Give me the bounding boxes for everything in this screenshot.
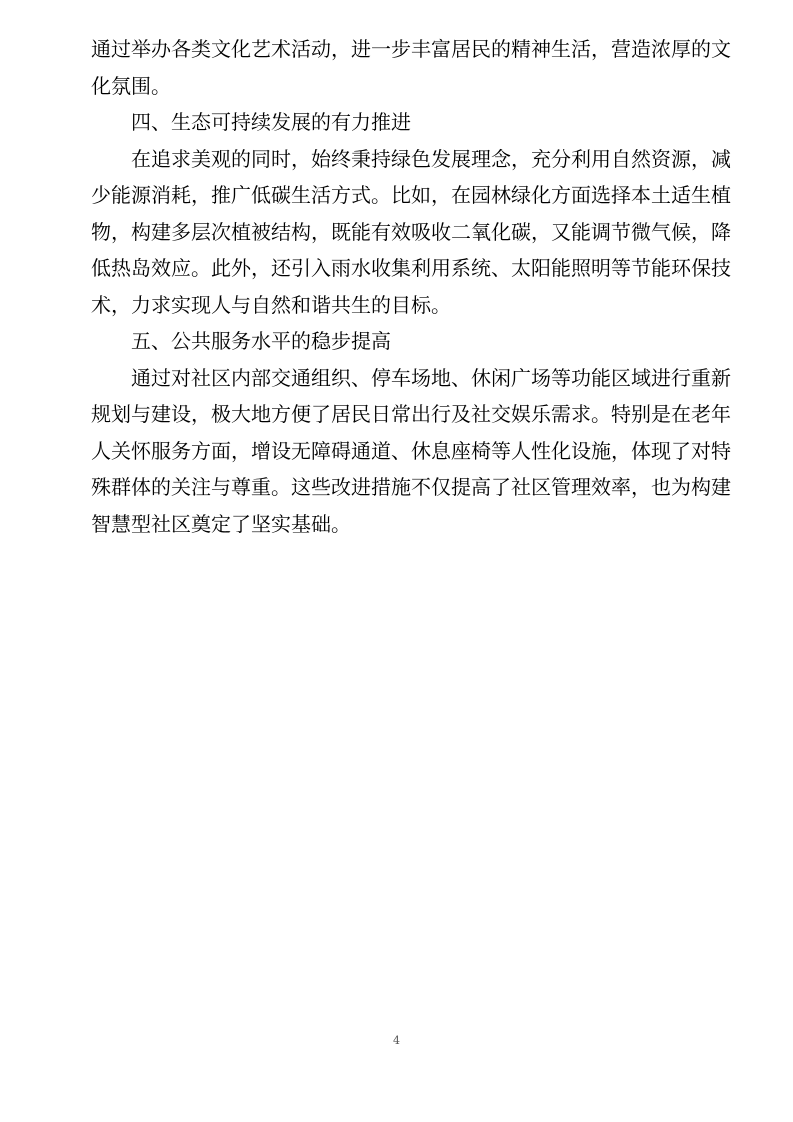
section-heading: 四、生态可持续发展的有力推进 [131,110,411,134]
text-line: 殊群体的关注与尊重。这些改进措施不仅提高了社区管理效率，也为构建 [91,475,731,499]
text-line: 物，构建多层次植被结构，既能有效吸收二氧化碳，又能调节微气候，降 [91,219,731,244]
text-line: 通过对社区内部交通组织、停车场地、休闲广场等功能区域进行重新 [131,365,731,390]
text-line: 低热岛效应。此外，还引入雨水收集利用系统、太阳能照明等节能环保技 [91,256,731,280]
text-line: 智慧型社区奠定了坚实基础。 [91,511,351,536]
text-line: 少能源消耗，推广低碳生活方式。比如，在园林绿化方面选择本土适生植 [91,183,731,207]
text-line: 规划与建设，极大地方便了居民日常出行及社交娱乐需求。特别是在老年 [91,402,731,426]
text-line: 化氛围。 [91,73,171,98]
text-line: 在追求美观的同时，始终秉持绿色发展理念，充分利用自然资源，减 [131,146,731,171]
paragraph-cultural-activities [91,31,731,104]
text-line: 术，力求实现人与自然和谐共生的目标。 [91,292,451,317]
section-public-services [91,323,731,542]
text-line: 人关怀服务方面，增设无障碍通道、休息座椅等人性化设施，体现了对特 [91,438,731,463]
section-heading: 五、公共服务水平的稳步提高 [131,329,391,353]
section-ecological-sustainability [91,104,731,323]
text-line: 通过举办各类文化艺术活动，进一步丰富居民的精神生活，营造浓厚的文 [91,37,731,61]
document-body [91,31,731,542]
page-number: 4 [393,1034,400,1047]
